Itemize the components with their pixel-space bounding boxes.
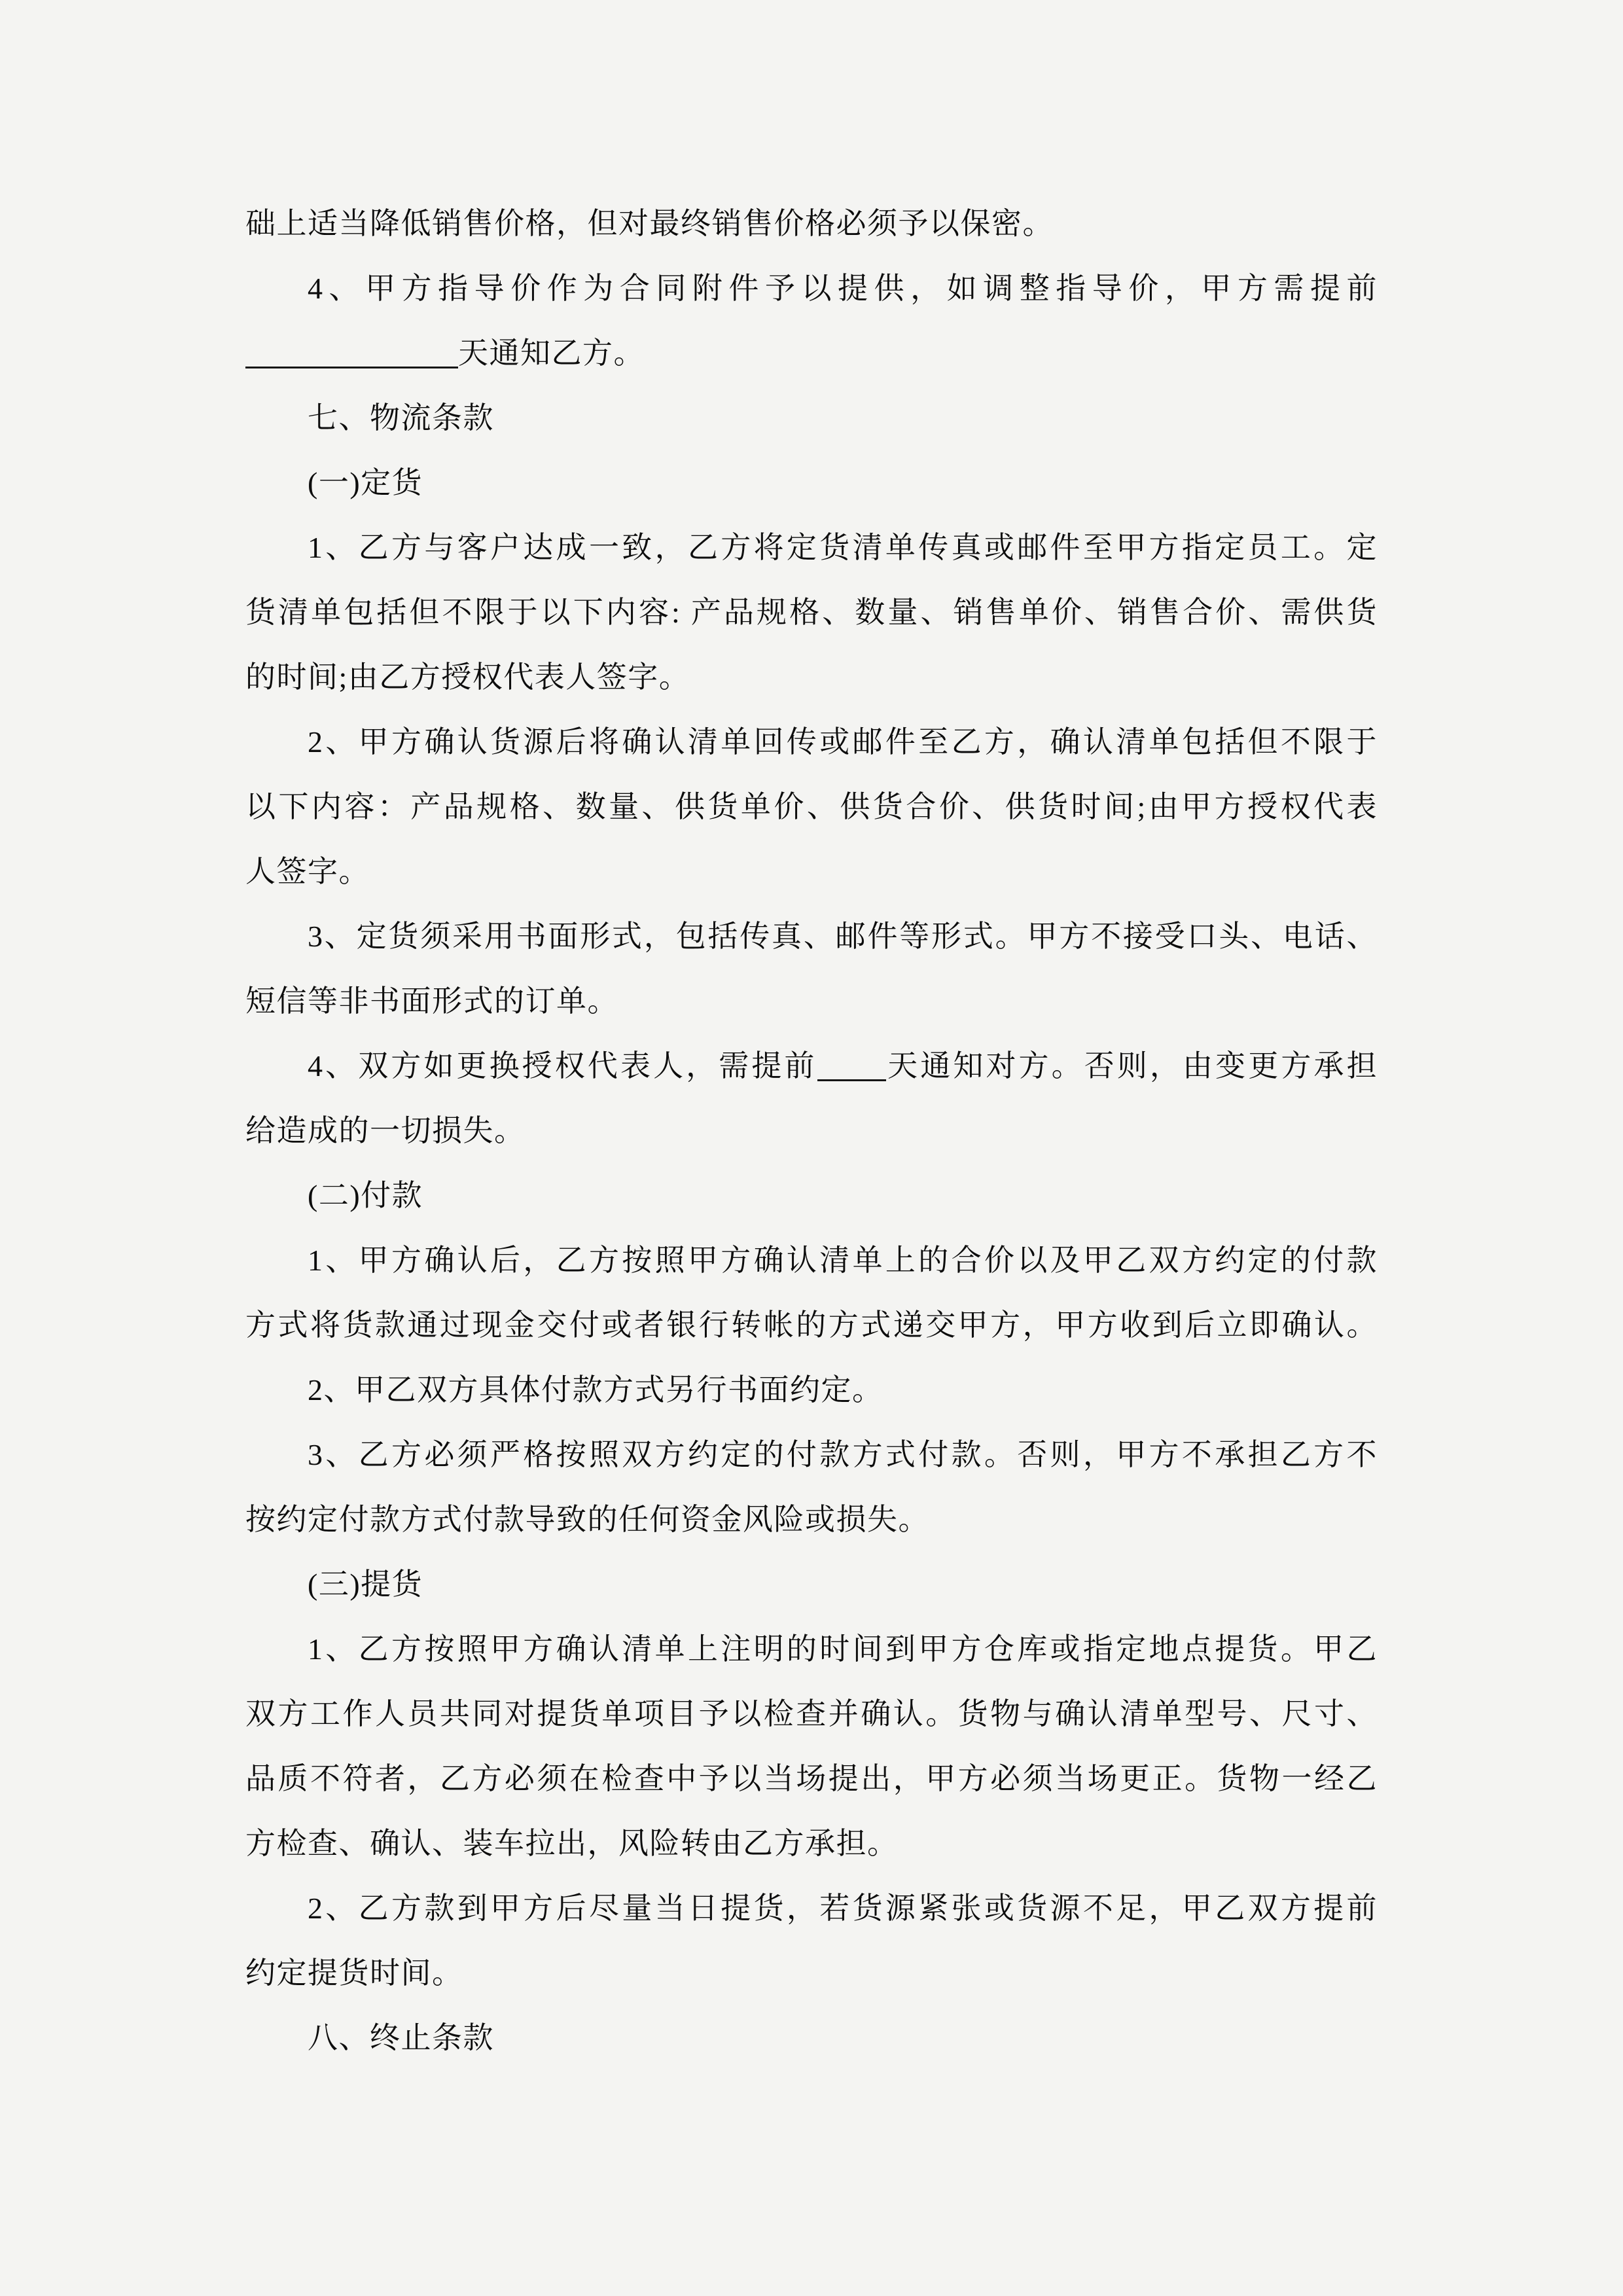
document-line (245, 1487, 1378, 1552)
line-text: 给造成的一切损失。 (245, 1114, 526, 1147)
line-text: 的时间;由乙方授权代表人签字。 (245, 660, 690, 694)
document-line (245, 321, 1378, 386)
line-text: (二)付款 (308, 1179, 423, 1212)
document-line (245, 1811, 1378, 1876)
document-line (245, 515, 1378, 580)
document-line (245, 1746, 1378, 1811)
line-text: 1、乙方按照甲方确认清单上注明的时间到甲方仓库或指定地点提货。甲乙 (308, 1632, 1378, 1666)
document-line (245, 580, 1378, 645)
document-line (245, 450, 1378, 515)
blank-underline (817, 1049, 886, 1081)
document-line (245, 1163, 1378, 1228)
document-line (245, 1033, 1378, 1098)
line-text: 约定提货时间。 (245, 1956, 463, 1990)
document-line (245, 1552, 1378, 1617)
line-text: 按约定付款方式付款导致的任何资金风险或损失。 (245, 1503, 929, 1536)
line-text: 货清单包括但不限于以下内容: 产品规格、数量、销售单价、销售合价、需供货 (245, 596, 1378, 629)
line-text: 天通知对方。否则，由变更方承担 (885, 1049, 1378, 1083)
line-text: 天通知乙方。 (458, 336, 645, 370)
document-line (245, 1098, 1378, 1163)
document-line (245, 1228, 1378, 1293)
line-text: 3、乙方必须严格按照双方约定的付款方式付款。否则，甲方不承担乙方不 (308, 1438, 1378, 1471)
document-line (245, 2005, 1378, 2070)
line-text: 以下内容：产品规格、数量、供货单价、供货合价、供货时间;由甲方授权代表 (245, 790, 1378, 823)
document-line (245, 1617, 1378, 1681)
line-text: 1、乙方与客户达成一致，乙方将定货清单传真或邮件至甲方指定员工。定 (308, 531, 1378, 564)
line-text: 七、物流条款 (308, 401, 494, 435)
document-line (245, 1293, 1378, 1357)
line-text: 2、甲方确认货源后将确认清单回传或邮件至乙方，确认清单包括但不限于 (308, 725, 1378, 759)
line-text: 方式将货款通过现金交付或者银行转帐的方式递交甲方，甲方收到后立即确认。 (245, 1308, 1378, 1342)
document-line (245, 904, 1378, 969)
document-line (245, 839, 1378, 904)
document-line (245, 1681, 1378, 1746)
document-line (245, 191, 1378, 256)
line-text: 短信等非书面形式的订单。 (245, 984, 618, 1018)
contract-text-block (245, 191, 1378, 2070)
blank-underline (245, 336, 458, 368)
line-text: 2、乙方款到甲方后尽量当日提货，若货源紧张或货源不足，甲乙双方提前 (308, 1892, 1378, 1925)
line-text: (三)提货 (308, 1568, 423, 1601)
document-line (245, 1422, 1378, 1487)
line-text: 方检查、确认、装车拉出，风险转由乙方承担。 (245, 1827, 899, 1860)
line-text: (一)定货 (308, 466, 423, 499)
line-text: 2、甲乙双方具体付款方式另行书面约定。 (308, 1373, 883, 1407)
document-line (245, 1357, 1378, 1422)
document-line (245, 1876, 1378, 1941)
document-line (245, 386, 1378, 450)
document-line (245, 645, 1378, 709)
document-line (245, 256, 1378, 321)
document-line (245, 1941, 1378, 2005)
document-line (245, 969, 1378, 1033)
line-text: 3、定货须采用书面形式，包括传真、邮件等形式。甲方不接受口头、电话、 (308, 920, 1378, 953)
document-line (245, 709, 1378, 774)
line-text: 4、双方如更换授权代表人，需提前 (308, 1049, 817, 1083)
line-text: 八、终止条款 (308, 2021, 494, 2054)
line-text: 础上适当降低销售价格，但对最终销售价格必须予以保密。 (245, 207, 1054, 240)
line-text: 双方工作人员共同对提货单项目予以检查并确认。货物与确认清单型号、尺寸、 (245, 1697, 1378, 1731)
line-text: 品质不符者，乙方必须在检查中予以当场提出，甲方必须当场更正。货物一经乙 (245, 1762, 1378, 1795)
document-line (245, 774, 1378, 839)
line-text: 1、甲方确认后，乙方按照甲方确认清单上的合价以及甲乙双方约定的付款 (308, 1244, 1378, 1277)
line-text: 4、甲方指导价作为合同附件予以提供，如调整指导价，甲方需提前 (308, 272, 1378, 305)
line-text: 人签字。 (245, 855, 370, 888)
